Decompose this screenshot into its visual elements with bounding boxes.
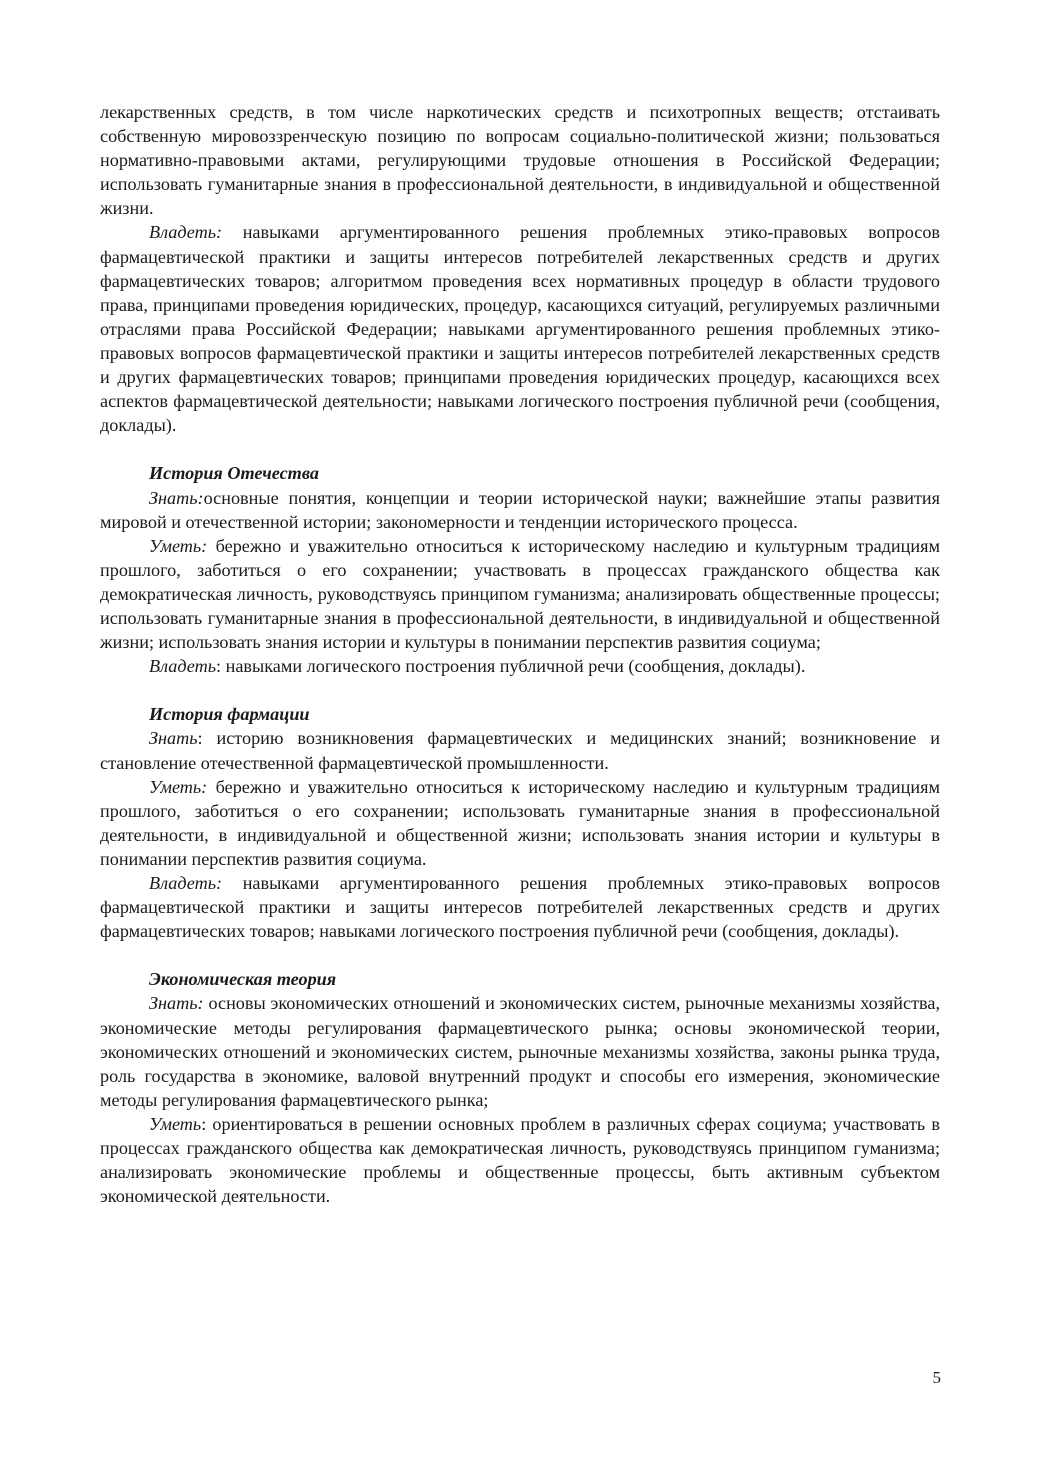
vladet-label: Владеть: xyxy=(149,873,223,893)
section-title-history-fatherland: История Отечества xyxy=(149,463,319,484)
umet-label: Уметь: xyxy=(149,535,208,556)
znat-text: : историю возникновения фармацевтических и медицинских знаний; возникновение и становление отечественной фармацевтической промышленности. xyxy=(100,728,940,773)
znat-label: Знать xyxy=(149,728,198,749)
znat-text: основные понятия, концепции и теории исторической науки; важнейшие этапы развития мировой и отечественной истории; закономерности и тенденции исторического процесса. xyxy=(100,487,940,532)
economic-theory-umet-paragraph xyxy=(100,1112,940,1208)
znat-label: Знать: xyxy=(149,993,204,1014)
umet-label: Уметь xyxy=(149,1113,202,1134)
vladet-label: Владеть xyxy=(149,656,217,677)
intro-continuation-paragraph: лекарственных средств, в том числе наркотических средств и психотропных веществ; отстаивать собственную мировоззренческую позицию по вопросам социально-политической жизни; пользоваться нормативно-правовыми актами, регулирующими трудовые отношения в Российской Федерации; использовать гуманитарные знания в профессиональной деятельности, в индивидуальной и общественной жизни. xyxy=(100,102,940,219)
umet-text: : ориентироваться в решении основных проблем в различных сферах социума; участвовать в процессах гражданского общества как демократическая личность, руководствуясь принципом гуманизма; анализировать экономические проблемы и общественные процессы, быть активным субъектом экономической деятельности. xyxy=(100,1113,940,1207)
history-fatherland-vladet-paragraph xyxy=(100,654,940,678)
vladet-text: : навыками логического построения публичной речи (сообщения, доклады). xyxy=(216,656,806,677)
section-title-history-pharmacy: История фармации xyxy=(149,704,310,725)
vladet-text: навыками аргументированного решения проблемных этико-правовых вопросов фармацевтической практики и защиты интересов потребителей лекарственных средств и других фармацевтических товаров; алгоритмом проведения всех нормативных процедур в области трудового права, принципами проведения юридических, процедур, касающихся ситуаций, регулируемых различными отраслями права Российской Федерации; навыками аргументированного решения проблемных этико-правовых вопросов фармацевтической практики и защиты интересов потребителей лекарственных средств и других фармацевтических товаров; принципами проведения юридических процедур, касающихся всех аспектов фармацевтической деятельности; навыками логического построения публичной речи (сообщения, доклады). xyxy=(100,222,940,436)
history-pharmacy-znat-paragraph xyxy=(100,726,940,774)
section-title-economic-theory: Экономическая теория xyxy=(149,969,337,990)
umet-label: Уметь: xyxy=(149,776,208,797)
vladet-label: Владеть: xyxy=(149,222,223,243)
umet-text: бережно и уважительно относиться к историческому наследию и культурным традициям прошлого, заботиться о его сохранении; использовать гуманитарные знания в профессиональной деятельности, в индивидуальной и общественной жизни; использовать знания истории и культуры в понимании перспектив развития социума. xyxy=(100,776,940,869)
znat-text: основы экономических отношений и экономических систем, рыночные механизмы хозяйства, экономические методы регулирования фармацевтического рынка; основы экономической теории, экономических отношений и экономических систем, рыночные механизмы хозяйства, законы рынка труда, роль государства в экономике, валовой внутренний продукт и способы его измерения, экономические методы регулирования фармацевтического рынка; xyxy=(100,993,940,1110)
vladet-text: навыками аргументированного решения проблемных этико-правовых вопросов фармацевтической практики и защиты интересов потребителей лекарственных средств и других фармацевтических товаров; навыками логического построения публичной речи (сообщения, доклады). xyxy=(100,873,940,942)
history-pharmacy-umet-paragraph xyxy=(100,775,940,871)
intro-vladet-paragraph xyxy=(100,220,940,437)
economic-theory-znat-paragraph xyxy=(100,991,940,1111)
page-number: 5 xyxy=(932,1368,941,1387)
history-fatherland-umet-paragraph xyxy=(100,534,940,654)
document-page xyxy=(100,100,940,1208)
history-fatherland-znat-paragraph xyxy=(100,486,940,534)
znat-label: Знать: xyxy=(149,487,204,508)
history-pharmacy-vladet-paragraph xyxy=(100,871,940,943)
umet-text: бережно и уважительно относиться к историческому наследию и культурным традициям прошлого, заботиться о его сохранении; участвовать в процессах гражданского общества как демократическая личность, руководствуясь принципом гуманизма; анализировать общественные процессы; использовать гуманитарные знания в профессиональной деятельности, в индивидуальной и общественной жизни; использовать знания истории и культуры в понимании перспектив развития социума; xyxy=(100,535,940,653)
